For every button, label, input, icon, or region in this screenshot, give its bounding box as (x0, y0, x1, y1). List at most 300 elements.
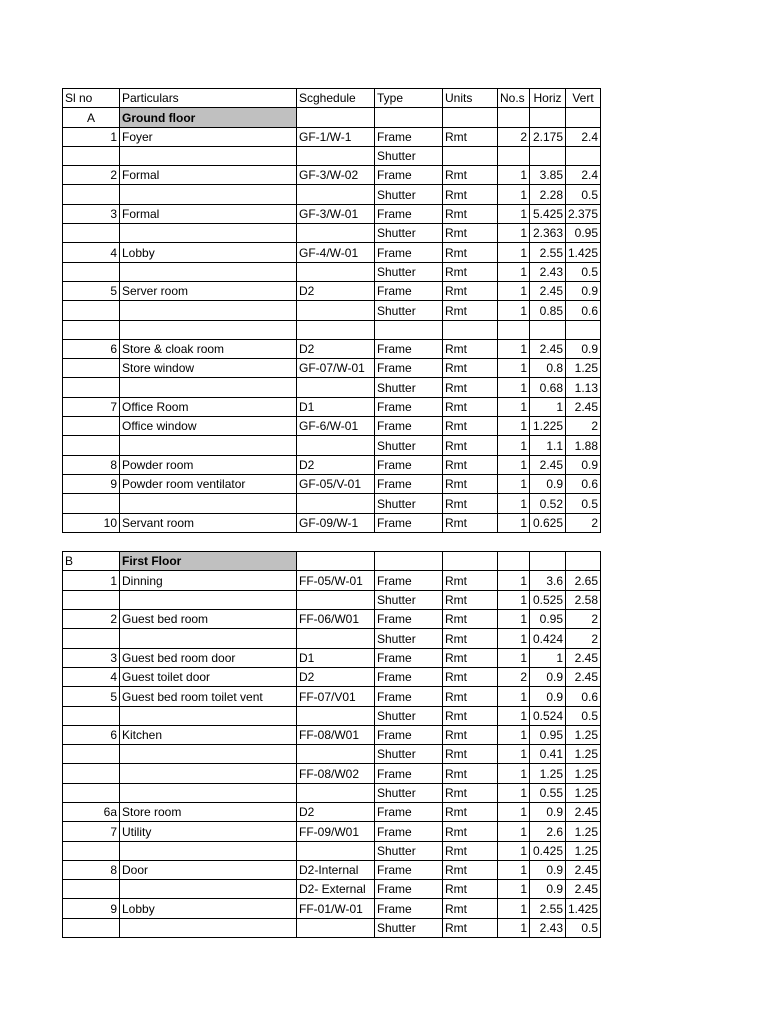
cell-schedule (297, 494, 375, 513)
cell-particulars (120, 745, 297, 764)
cell-horiz: 0.95 (530, 725, 566, 744)
cell-sl-no: 5 (63, 281, 120, 300)
cell-sl-no: 10 (63, 513, 120, 532)
header-schedule: Scghedule (297, 89, 375, 108)
cell-units: Rmt (443, 243, 498, 262)
table-row (63, 706, 601, 725)
cell-units: Rmt (443, 127, 498, 146)
cell-units: Rmt (443, 783, 498, 802)
cell-schedule: FF-05/W-01 (297, 571, 375, 590)
section-spacer (63, 532, 601, 551)
section-header-row (63, 552, 601, 571)
table-row (63, 320, 601, 339)
cell-type: Frame (375, 513, 443, 532)
cell-vert: 2.58 (566, 590, 601, 609)
cell-units: Rmt (443, 281, 498, 300)
cell-horiz: 0.424 (530, 629, 566, 648)
header-sl-no: Sl no (63, 89, 120, 108)
cell-units: Rmt (443, 667, 498, 686)
table-row (63, 494, 601, 513)
cell-sl-no (63, 629, 120, 648)
cell-horiz: 0.524 (530, 706, 566, 725)
cell-vert: 2 (566, 513, 601, 532)
cell-type: Shutter (375, 706, 443, 725)
cell-horiz: 2.45 (530, 281, 566, 300)
cell-schedule: D2- External (297, 880, 375, 899)
cell-type: Shutter (375, 436, 443, 455)
cell-sl-no (63, 590, 120, 609)
cell-particulars: Lobby (120, 899, 297, 918)
cell-units: Rmt (443, 224, 498, 243)
cell-horiz: 2.363 (530, 224, 566, 243)
table-row (63, 745, 601, 764)
cell-units: Rmt (443, 571, 498, 590)
cell-particulars: Guest toilet door (120, 667, 297, 686)
cell-units: Rmt (443, 880, 498, 899)
cell-units: Rmt (443, 436, 498, 455)
table-row (63, 629, 601, 648)
cell-schedule (297, 436, 375, 455)
cell-sl-no: 4 (63, 667, 120, 686)
cell-particulars: Server room (120, 281, 297, 300)
cell-sl-no: 7 (63, 397, 120, 416)
cell-units: Rmt (443, 918, 498, 937)
cell-particulars: Servant room (120, 513, 297, 532)
cell-units: Rmt (443, 397, 498, 416)
table-row (63, 725, 601, 744)
cell-type: Frame (375, 127, 443, 146)
cell-units: Rmt (443, 822, 498, 841)
cell-particulars: Dinning (120, 571, 297, 590)
table-row (63, 571, 601, 590)
cell-schedule: GF-05/V-01 (297, 474, 375, 493)
cell-horiz: 0.95 (530, 610, 566, 629)
cell-particulars: Guest bed room door (120, 648, 297, 667)
cell-horiz: 3.85 (530, 166, 566, 185)
cell-sl-no (63, 378, 120, 397)
cell-type: Frame (375, 899, 443, 918)
cell-type: Shutter (375, 590, 443, 609)
cell-particulars: Store & cloak room (120, 339, 297, 358)
cell-schedule: FF-07/V01 (297, 687, 375, 706)
cell-type: Shutter (375, 262, 443, 281)
cell-particulars: Office Room (120, 397, 297, 416)
empty-cell (443, 108, 498, 127)
cell-nos: 1 (498, 802, 530, 821)
header-type: Type (375, 89, 443, 108)
table-row (63, 667, 601, 686)
cell-schedule: GF-09/W-1 (297, 513, 375, 532)
empty-cell (498, 108, 530, 127)
spacer-cell (530, 532, 566, 551)
cell-units: Rmt (443, 513, 498, 532)
table-row (63, 880, 601, 899)
cell-horiz: 1.225 (530, 417, 566, 436)
cell-sl-no: 1 (63, 571, 120, 590)
cell-horiz: 1.25 (530, 764, 566, 783)
cell-type: Frame (375, 802, 443, 821)
cell-particulars: Powder room ventilator (120, 474, 297, 493)
cell-sl-no (63, 706, 120, 725)
cell-type: Frame (375, 880, 443, 899)
cell-nos: 1 (498, 880, 530, 899)
table-row (63, 822, 601, 841)
cell-vert: 1.25 (566, 764, 601, 783)
cell-nos: 1 (498, 339, 530, 358)
cell-horiz: 2.43 (530, 262, 566, 281)
empty-cell (297, 552, 375, 571)
table-row (63, 417, 601, 436)
cell-vert: 0.95 (566, 224, 601, 243)
cell-nos: 2 (498, 667, 530, 686)
cell-particulars: Kitchen (120, 725, 297, 744)
cell-schedule: GF-6/W-01 (297, 417, 375, 436)
schedule-table-body (63, 89, 601, 938)
cell-schedule (297, 146, 375, 165)
cell-vert: 2.45 (566, 648, 601, 667)
cell-particulars (120, 590, 297, 609)
cell-horiz: 3.6 (530, 571, 566, 590)
cell-vert: 1.25 (566, 359, 601, 378)
cell-units (443, 320, 498, 339)
cell-nos: 1 (498, 185, 530, 204)
cell-units: Rmt (443, 725, 498, 744)
cell-nos: 1 (498, 455, 530, 474)
cell-nos: 1 (498, 571, 530, 590)
cell-particulars (120, 224, 297, 243)
cell-sl-no: 3 (63, 204, 120, 223)
empty-cell (530, 552, 566, 571)
cell-sl-no (63, 745, 120, 764)
cell-particulars (120, 146, 297, 165)
cell-nos: 1 (498, 629, 530, 648)
cell-type: Frame (375, 166, 443, 185)
cell-horiz: 1 (530, 397, 566, 416)
cell-vert: 0.5 (566, 706, 601, 725)
cell-type: Frame (375, 397, 443, 416)
cell-vert: 0.5 (566, 185, 601, 204)
section-letter: A (63, 108, 120, 127)
cell-horiz: 2.28 (530, 185, 566, 204)
cell-vert: 2.375 (566, 204, 601, 223)
table-row (63, 783, 601, 802)
table-row (63, 166, 601, 185)
cell-horiz: 2.45 (530, 339, 566, 358)
cell-nos: 1 (498, 610, 530, 629)
cell-type: Frame (375, 417, 443, 436)
cell-vert: 1.425 (566, 899, 601, 918)
cell-units: Rmt (443, 590, 498, 609)
cell-type: Shutter (375, 494, 443, 513)
cell-particulars (120, 185, 297, 204)
empty-cell (566, 108, 601, 127)
empty-cell (566, 552, 601, 571)
cell-nos: 1 (498, 764, 530, 783)
cell-nos: 1 (498, 204, 530, 223)
cell-vert (566, 146, 601, 165)
cell-nos: 1 (498, 301, 530, 320)
table-row (63, 301, 601, 320)
cell-particulars (120, 301, 297, 320)
cell-particulars: Foyer (120, 127, 297, 146)
cell-type: Frame (375, 455, 443, 474)
cell-schedule (297, 783, 375, 802)
cell-sl-no (63, 918, 120, 937)
header-particulars: Particulars (120, 89, 297, 108)
cell-type: Frame (375, 667, 443, 686)
cell-nos: 1 (498, 436, 530, 455)
empty-cell (375, 552, 443, 571)
table-row (63, 841, 601, 860)
section-header-row (63, 108, 601, 127)
cell-type: Frame (375, 687, 443, 706)
table-row (63, 146, 601, 165)
table-row (63, 224, 601, 243)
cell-schedule: GF-4/W-01 (297, 243, 375, 262)
cell-particulars (120, 629, 297, 648)
cell-schedule: D2 (297, 455, 375, 474)
cell-nos (498, 320, 530, 339)
cell-vert: 1.425 (566, 243, 601, 262)
section-letter: B (63, 552, 120, 571)
cell-units: Rmt (443, 706, 498, 725)
cell-type: Frame (375, 571, 443, 590)
cell-units: Rmt (443, 802, 498, 821)
cell-particulars (120, 841, 297, 860)
table-row (63, 687, 601, 706)
cell-type: Frame (375, 764, 443, 783)
table-row (63, 610, 601, 629)
cell-vert: 2 (566, 629, 601, 648)
cell-sl-no: 8 (63, 860, 120, 879)
header-nos: No.s (498, 89, 530, 108)
table-row (63, 474, 601, 493)
table-row (63, 185, 601, 204)
cell-vert: 0.9 (566, 339, 601, 358)
cell-nos: 1 (498, 224, 530, 243)
schedule-table (62, 88, 601, 938)
cell-particulars: Powder room (120, 455, 297, 474)
cell-nos: 1 (498, 706, 530, 725)
cell-particulars (120, 764, 297, 783)
cell-sl-no: 2 (63, 166, 120, 185)
cell-schedule: D1 (297, 648, 375, 667)
cell-sl-no: 3 (63, 648, 120, 667)
cell-horiz: 2.55 (530, 899, 566, 918)
header-row (63, 89, 601, 108)
table-row (63, 339, 601, 358)
cell-horiz: 0.41 (530, 745, 566, 764)
cell-particulars (120, 706, 297, 725)
cell-horiz: 0.525 (530, 590, 566, 609)
cell-particulars (120, 918, 297, 937)
cell-type: Shutter (375, 783, 443, 802)
cell-type: Shutter (375, 745, 443, 764)
empty-cell (530, 108, 566, 127)
cell-schedule: GF-3/W-02 (297, 166, 375, 185)
cell-nos: 1 (498, 687, 530, 706)
cell-horiz (530, 320, 566, 339)
cell-vert: 0.6 (566, 474, 601, 493)
cell-schedule (297, 378, 375, 397)
cell-schedule: FF-08/W01 (297, 725, 375, 744)
cell-nos: 1 (498, 166, 530, 185)
table-row (63, 127, 601, 146)
spacer-cell (443, 532, 498, 551)
cell-units: Rmt (443, 841, 498, 860)
cell-horiz: 0.9 (530, 667, 566, 686)
cell-type: Shutter (375, 146, 443, 165)
spacer-cell (498, 532, 530, 551)
cell-nos: 1 (498, 783, 530, 802)
section-title: Ground floor (120, 108, 297, 127)
cell-particulars (120, 880, 297, 899)
cell-vert: 0.9 (566, 455, 601, 474)
cell-vert: 2.45 (566, 860, 601, 879)
cell-vert: 0.6 (566, 301, 601, 320)
cell-schedule: D2-Internal (297, 860, 375, 879)
cell-nos: 1 (498, 397, 530, 416)
cell-nos: 1 (498, 899, 530, 918)
cell-vert: 0.5 (566, 262, 601, 281)
cell-type: Shutter (375, 629, 443, 648)
cell-horiz: 5.425 (530, 204, 566, 223)
cell-particulars: Lobby (120, 243, 297, 262)
cell-schedule: D1 (297, 397, 375, 416)
table-row (63, 899, 601, 918)
cell-sl-no (63, 436, 120, 455)
cell-vert: 2 (566, 417, 601, 436)
cell-schedule (297, 590, 375, 609)
table-row (63, 262, 601, 281)
section-title: First Floor (120, 552, 297, 571)
table-row (63, 648, 601, 667)
cell-vert: 0.5 (566, 918, 601, 937)
cell-vert: 2.45 (566, 397, 601, 416)
cell-nos: 1 (498, 417, 530, 436)
cell-units: Rmt (443, 378, 498, 397)
cell-vert: 1.88 (566, 436, 601, 455)
cell-schedule: FF-06/W01 (297, 610, 375, 629)
cell-type: Shutter (375, 301, 443, 320)
cell-vert: 2.65 (566, 571, 601, 590)
cell-schedule (297, 918, 375, 937)
cell-sl-no: 9 (63, 474, 120, 493)
cell-horiz: 0.85 (530, 301, 566, 320)
cell-units: Rmt (443, 301, 498, 320)
table-row (63, 243, 601, 262)
cell-vert: 1.25 (566, 725, 601, 744)
cell-horiz: 0.625 (530, 513, 566, 532)
cell-type: Frame (375, 204, 443, 223)
cell-sl-no (63, 224, 120, 243)
cell-schedule: D2 (297, 802, 375, 821)
cell-vert: 0.6 (566, 687, 601, 706)
empty-cell (297, 108, 375, 127)
cell-vert: 2.4 (566, 127, 601, 146)
cell-units: Rmt (443, 339, 498, 358)
cell-type: Shutter (375, 918, 443, 937)
cell-type: Frame (375, 281, 443, 300)
cell-vert: 2.45 (566, 667, 601, 686)
cell-type: Frame (375, 243, 443, 262)
cell-particulars (120, 494, 297, 513)
cell-type: Frame (375, 822, 443, 841)
cell-sl-no (63, 262, 120, 281)
cell-schedule: FF-09/W01 (297, 822, 375, 841)
cell-nos: 1 (498, 590, 530, 609)
table-row (63, 436, 601, 455)
spacer-cell (120, 532, 297, 551)
cell-sl-no: 5 (63, 687, 120, 706)
cell-vert: 1.25 (566, 783, 601, 802)
spacer-cell (63, 532, 120, 551)
empty-cell (498, 552, 530, 571)
cell-units: Rmt (443, 262, 498, 281)
cell-particulars: Store room (120, 802, 297, 821)
table-row (63, 397, 601, 416)
cell-particulars (120, 378, 297, 397)
table-row (63, 378, 601, 397)
cell-type: Frame (375, 648, 443, 667)
cell-particulars (120, 262, 297, 281)
cell-units: Rmt (443, 610, 498, 629)
cell-sl-no: 6 (63, 725, 120, 744)
spacer-cell (297, 532, 375, 551)
cell-units: Rmt (443, 417, 498, 436)
cell-particulars: Store window (120, 359, 297, 378)
cell-nos: 1 (498, 745, 530, 764)
cell-type (375, 320, 443, 339)
cell-sl-no (63, 146, 120, 165)
cell-nos (498, 146, 530, 165)
cell-type: Shutter (375, 841, 443, 860)
table-row (63, 918, 601, 937)
empty-cell (443, 552, 498, 571)
cell-schedule (297, 745, 375, 764)
cell-nos: 1 (498, 359, 530, 378)
cell-horiz: 1 (530, 648, 566, 667)
table-row (63, 860, 601, 879)
cell-sl-no (63, 494, 120, 513)
cell-nos: 1 (498, 281, 530, 300)
cell-units: Rmt (443, 359, 498, 378)
cell-particulars: Utility (120, 822, 297, 841)
cell-schedule: GF-07/W-01 (297, 359, 375, 378)
cell-sl-no: 7 (63, 822, 120, 841)
cell-schedule (297, 185, 375, 204)
cell-nos: 1 (498, 725, 530, 744)
cell-schedule (297, 262, 375, 281)
cell-schedule: D2 (297, 339, 375, 358)
cell-sl-no (63, 301, 120, 320)
cell-nos: 1 (498, 494, 530, 513)
cell-particulars: Formal (120, 166, 297, 185)
cell-nos: 1 (498, 474, 530, 493)
cell-particulars: Guest bed room (120, 610, 297, 629)
cell-schedule (297, 706, 375, 725)
cell-type: Frame (375, 860, 443, 879)
cell-sl-no: 6a (63, 802, 120, 821)
cell-sl-no (63, 320, 120, 339)
cell-nos: 1 (498, 513, 530, 532)
table-row (63, 513, 601, 532)
cell-particulars (120, 320, 297, 339)
table-row (63, 455, 601, 474)
cell-horiz: 0.9 (530, 860, 566, 879)
cell-schedule: GF-1/W-1 (297, 127, 375, 146)
cell-sl-no (63, 783, 120, 802)
